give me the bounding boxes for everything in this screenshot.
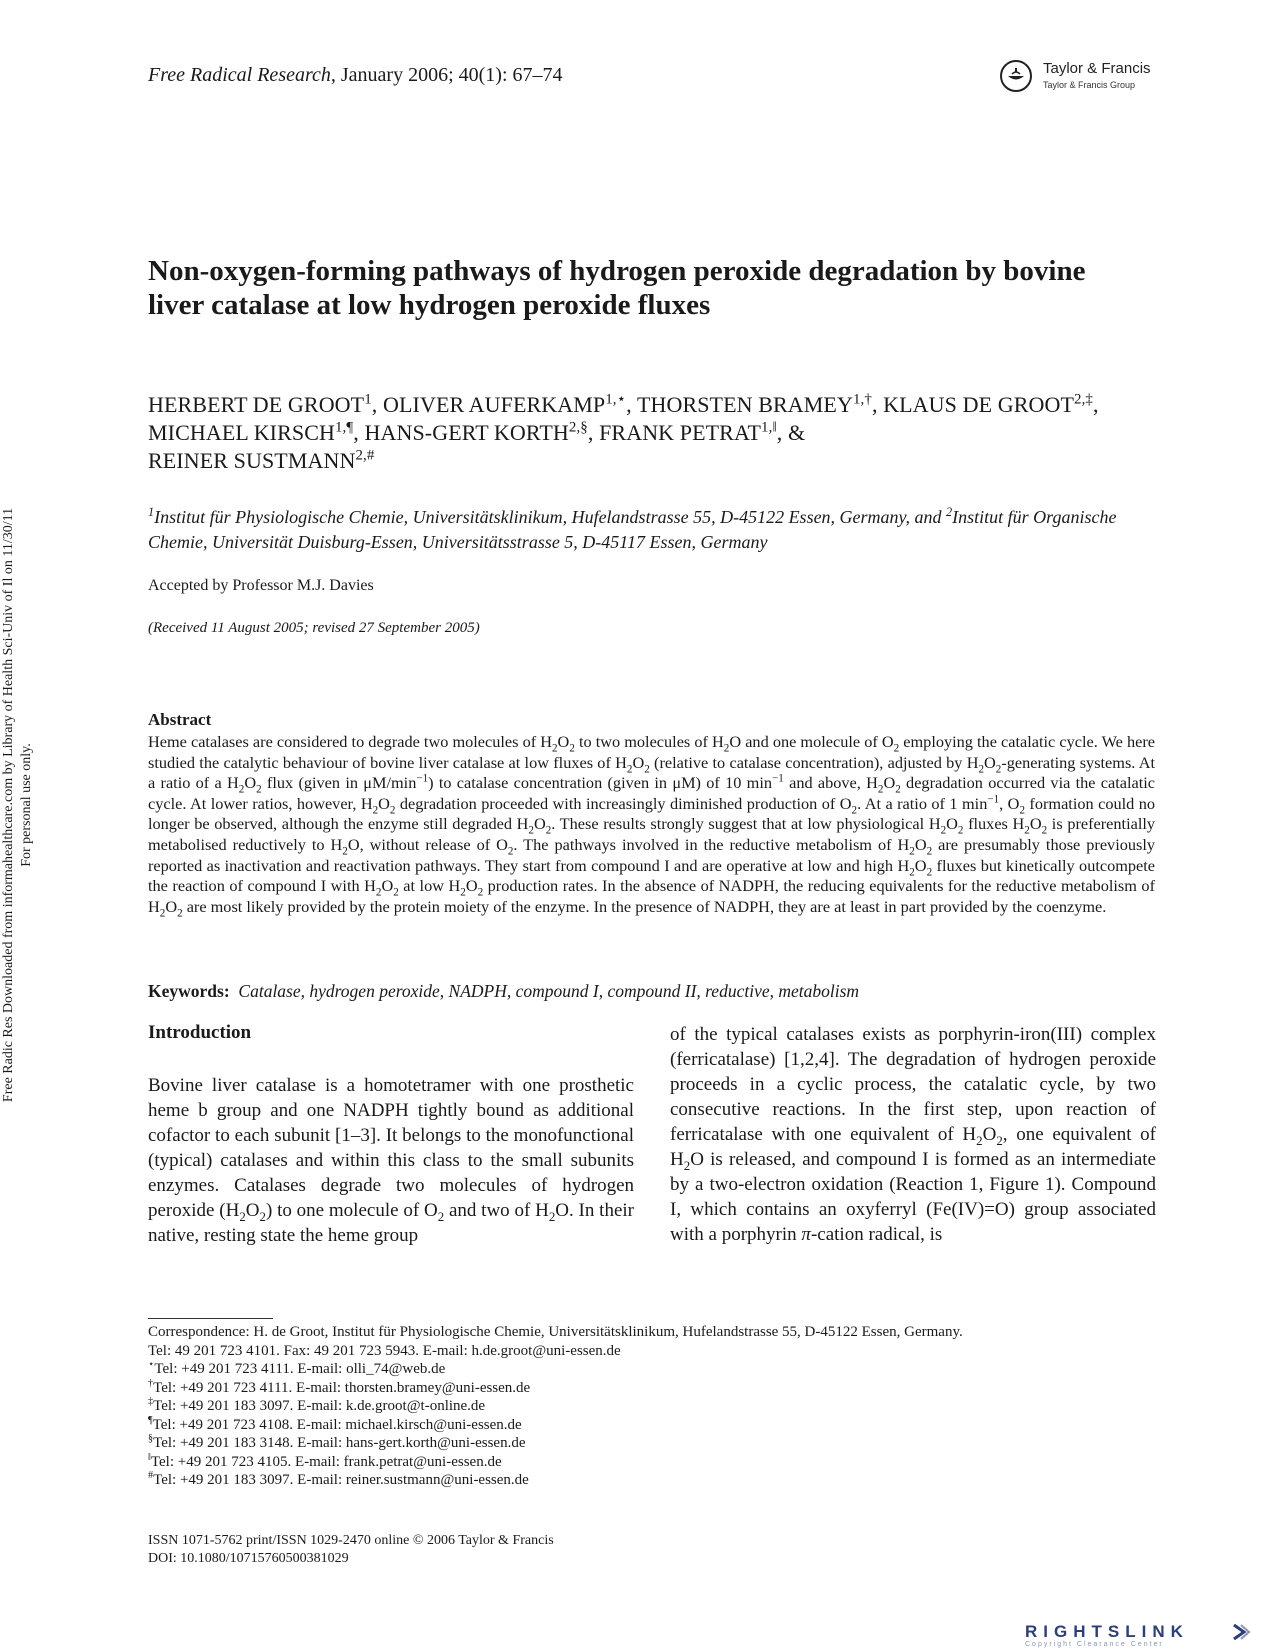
author-affiliation-mark: 1 <box>364 391 372 408</box>
author-affiliation-mark: 1,⋆ <box>605 391 627 408</box>
abstract-heading: Abstract <box>148 710 212 729</box>
received-dates: (Received 11 August 2005; revised 27 September 2005) <box>148 620 480 636</box>
journal-citation <box>148 64 563 87</box>
author-name: OLIVER AUFERKAMP <box>383 392 606 417</box>
publisher-name: Taylor & Francis <box>1043 60 1151 77</box>
publisher-group: Taylor & Francis Group <box>1043 80 1136 90</box>
footnote-item: ⋆Tel: +49 201 723 4111. E-mail: olli_74@web.de <box>148 1359 446 1377</box>
author-name: HERBERT DE GROOT <box>148 392 365 417</box>
download-watermark <box>0 425 36 1185</box>
rightslink-subtext: Copyright Clearance Center <box>1025 1641 1164 1648</box>
rightslink-arrow-icon <box>1231 1622 1251 1642</box>
author-name: FRANK PETRAT <box>599 420 762 445</box>
author-affiliation-mark: 2,‡ <box>1074 391 1093 408</box>
introduction-right-column: of the typical catalases exists as porphyrin-iron(III) complex (ferricatalase) [1,2,4]. The degradation of hydrogen peroxide proceeds in a cyclic process, the catalatic cycle, by two consecutive reactions. In the first step, upon reaction of ferricatalase with one equivalent of $H_2O_2$, one equivalent of $H_2O$ is released, and compound I is formed as an intermediate by a two-electron oxidation (Reaction 1, Figure 1). Compound I, which contains an oxyferryl (Fe(IV)=O) group associated with a porphyrin π-cation radical, is <box>670 1024 1156 1245</box>
keywords-label: Keywords: <box>148 981 230 1001</box>
affiliation-2: Institut für Organische Chemie, Universität Duisburg-Essen, Universitätsstrasse 5, D-45117 Essen, Germany <box>148 507 1117 552</box>
author-name: REINER SUSTMANN <box>148 448 356 473</box>
issn-doi <box>148 1532 554 1568</box>
author-affiliation-mark: 2,§ <box>568 419 588 436</box>
accepted-by: Accepted by Professor M.J. Davies <box>148 577 374 594</box>
footnote-item: ‡Tel: +49 201 183 3097. E-mail: k.de.groot@t-online.de <box>148 1396 486 1414</box>
footnote-item: ‖Tel: +49 201 723 4105. E-mail: frank.petrat@uni-essen.de <box>148 1451 502 1470</box>
author-affiliation-mark: 1,† <box>852 391 872 408</box>
introduction-left-column: Bovine liver catalase is a homotetramer with one prosthetic heme b group and one NADPH tightly bound as additional cofactor to each subunit [1–3]. It belongs to the monofunctional (typical) catalases and within this class to the small subunits enzymes. Catalases degrade two molecules of hydrogen peroxide $(H_2O_2)$ to one molecule of $O_2$ and two of $H_2O$. In their native, resting state the heme group <box>148 1075 634 1246</box>
keywords-text: Catalase, hydrogen peroxide, NADPH, compound I, compound II, reductive, metabolism <box>238 981 860 1001</box>
article-title: Non-oxygen-forming pathways of hydrogen peroxide degradation by bovine liver catalase at low hydrogen peroxide fluxes <box>148 255 1086 321</box>
footnote-item: #Tel: +49 201 183 3097. E-mail: reiner.sustmann@uni-essen.de <box>148 1470 529 1488</box>
introduction-heading: Introduction <box>148 1022 252 1043</box>
footnote-divider <box>148 1318 273 1319</box>
author-affiliation-mark: 1,‖ <box>761 419 777 436</box>
publisher-lamp-icon <box>1000 60 1032 92</box>
author-name: HANS-GERT KORTH <box>364 420 569 445</box>
correspondence-note: Correspondence: H. de Groot, Institut für Physiologische Chemie, Universitätsklinikum, Hufelandstrasse 55, D-45122 Essen, Germany. <box>148 1324 963 1340</box>
author-list: HERBERT DE GROOT$^1$, OLIVER $AUFERKAMP^{1,⋆}$, THORSTEN $BRAMEY^{1,\dagger}$, KLAUS DE $GROOT^{2,\ddagger}$, MICHAEL $KIRSCH^{1,\P}$, HANS-GERT $KORTH^{2,\S}$, FRANK $PETRAT^{1,‖}$, & REINER $SUSTMANN^{2,\#}$ <box>148 391 1099 473</box>
affiliation-1: Institut für Physiologische Chemie, Universitätsklinikum, Hufelandstrasse 55, D-45122 Essen, Germany, and <box>154 507 947 527</box>
author-name: THORSTEN BRAMEY <box>636 392 853 417</box>
footnote-item: ¶Tel: +49 201 723 4108. E-mail: michael.kirsch@uni-essen.de <box>148 1414 522 1433</box>
rightslink-text: RIGHTSLINK <box>1025 1622 1189 1641</box>
rightslink-logo[interactable] <box>1025 1622 1255 1650</box>
affiliations: $^1$Institut für Physiologische Chemie, Universitätsklinikum, Hufelandstrasse 55, D-45122 Essen, Germany, and $^2$Institut für Organische Chemie, Universität Duisburg-Essen, Universitätsstrasse 5, D-45117 Essen, Germany <box>148 505 1117 552</box>
download-watermark-line2: For personal use only. <box>19 743 34 867</box>
doi-line: DOI: 10.1080/10715760500381029 <box>148 1551 349 1566</box>
footnotes <box>148 1323 1158 1490</box>
keywords <box>148 981 859 1002</box>
author-name: MICHAEL KIRSCH <box>148 420 335 445</box>
footnote-item: §Tel: +49 201 183 3148. E-mail: hans-gert.korth@uni-essen.de <box>148 1433 526 1451</box>
footnote-item: †Tel: +49 201 723 4111. E-mail: thorsten.bramey@uni-essen.de <box>148 1377 531 1396</box>
author-affiliation-mark: 2,# <box>355 447 375 464</box>
journal-name: Free Radical Research <box>148 64 331 86</box>
abstract-text: Heme catalases are considered to degrade two molecules of $H_2O_2$ to two molecules of $H_2O$ and one molecule of $O_2$ employing the catalatic cycle. We here studied the catalytic behaviour of bovine liver catalase at low fluxes of $H_2O_2$ (relative to catalase concentration), adjusted by $H_2O_2$-generating systems. At a ratio of a $H_2O_2$ flux (given in $\mu M/\min^{-1}$) to catalase concentration (given in μM) of 10 $\min^{-1}$ and above, $H_2O_2$ degradation occurred via the catalatic cycle. At lower ratios, however, $H_2O_2$ degradation proceeded with increasingly diminished production of $O_2$. At a ratio of 1 $\min^{-1}$, $O_2$ formation could no longer be observed, although the enzyme still degraded $H_2O_2$. These results strongly suggest that at low physiological $H_2O_2$ fluxes $H_2O_2$ is preferentially metabolised reductively to $H_2O$, without release of $O_2$. The pathways involved in the reductive metabolism of $H_2O_2$ are presumably those previously reported as inactivation and reactivation pathways. They start from compound I and are operative at low and high $H_2O_2$ fluxes but kinetically outcompete the reaction of compound I with $H_2O_2$ at low $H_2O_2$ production rates. In the absence of NADPH, the reducing equivalents for the reductive metabolism of $H_2O_2$ are most likely provided by the protein moiety of the enzyme. In the presence of NADPH, they are at least in part provided by the coenzyme. <box>148 732 1156 919</box>
publisher-logo <box>1000 58 1170 98</box>
author-affiliation-mark: 1,¶ <box>334 419 354 436</box>
issn-line: ISSN 1071-5762 print/ISSN 1029-2470 online © 2006 Taylor & Francis <box>148 1533 554 1548</box>
journal-issue: , January 2006; 40(1): 67–74 <box>330 64 563 86</box>
correspondence-contact: Tel: 49 201 723 4101. Fax: 49 201 723 5943. E-mail: h.de.groot@uni-essen.de <box>148 1342 621 1359</box>
download-watermark-line1: Free Radic Res Downloaded from informahealthcare.com by Library of Health Sci-Univ of Il on 11/30/11 <box>1 507 16 1103</box>
author-name: KLAUS DE GROOT <box>883 392 1074 417</box>
